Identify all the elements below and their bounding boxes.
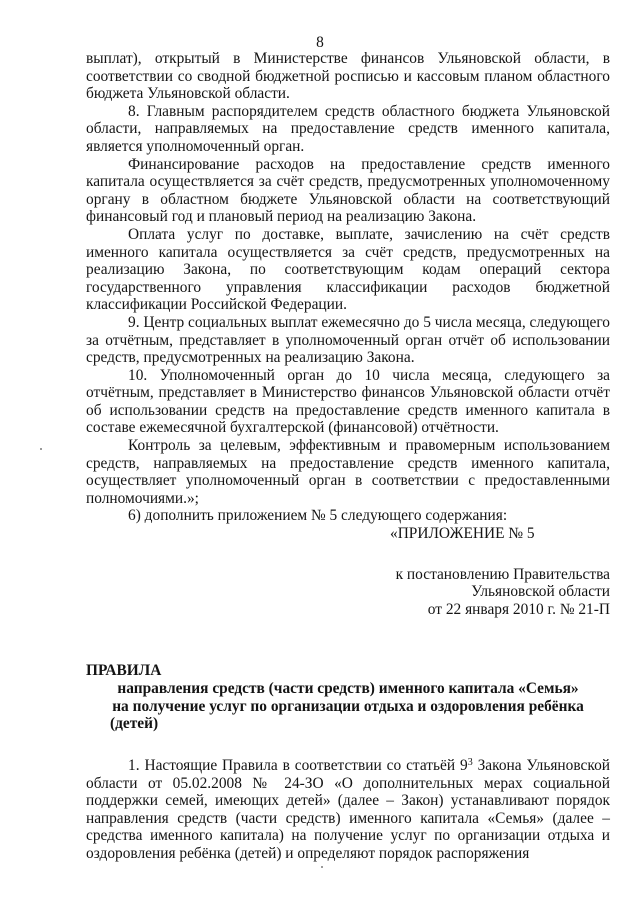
scan-speck bbox=[40, 448, 42, 450]
paragraph-item-9: 9. Центр социальных выплат ежемесячно до 5 числа месяца, следующего за отчётным, представляет в уполномоченный орган отчёт об использовании средств, предусмотренных на реализацию Закона. bbox=[86, 313, 611, 367]
scan-speck bbox=[321, 866, 323, 868]
paragraph-amendment-6: 6) дополнить приложением № 5 следующего содержания: bbox=[128, 507, 508, 525]
annex-title: «ПРИЛОЖЕНИЕ № 5 bbox=[390, 525, 535, 543]
annex-reference-line-2: Ульяновской области bbox=[471, 583, 610, 601]
annex-reference bbox=[86, 566, 610, 619]
rules-paragraph-1-rest: Закона Ульяновской области от 05.02.2008 № 24-ЗО «О дополнительных мерах социальной поддержки семей, имеющих детей» (далее – Закон) устанавливают порядок направления средств (части средств) именного капитала «Семья» (далее – средства именного капитала) на получение услуг по организации отдыха и оздоровления ребёнка (детей) и определяют порядок распоряжения bbox=[86, 757, 611, 863]
annex-reference-line-1: к постановлению Правительства bbox=[395, 565, 610, 583]
rules-paragraph-1 bbox=[86, 757, 610, 863]
rules-subtitle: направления средств (части средств) именного капитала «Семья» на получение услуг по организации отдыха и оздоровления ребёнка (детей) bbox=[110, 679, 584, 733]
annex-reference-line-3: от 22 января 2010 г. № 21-П bbox=[427, 600, 610, 618]
paragraph-item-8: 8. Главным распорядителем средств областного бюджета Ульяновской области, направляемых на предоставление средств именного капитала, является уполномоченный орган. bbox=[86, 102, 610, 155]
rules-title: ПРАВИЛА bbox=[86, 662, 162, 680]
paragraph-payment-services: Оплата услуг по доставке, выплате, зачислению на счёт средств именного капитала осуществляется за счёт средств, предусмотренных на реализацию Закона, по соответствующим кодам операций сектора государственного управления классификации расходов бюджетной классификации Российской Федерации. bbox=[86, 225, 610, 314]
paragraph-control: Контроль за целевым, эффективным и правомерным использованием средств, направляемых на предоставление средств именного капитала, осуществляет уполномоченный орган в соответствии с предоставленными полномочиями.»; bbox=[86, 437, 610, 507]
paragraph-item-10: 10. Уполномоченный орган до 10 числа месяца, следующего за отчётным, представляет в Министерство финансов Ульяновской области отчёт об использовании средств на предоставление средств именного капитала в составе ежемесячной бухгалтерской (финансовой) отчётности. bbox=[86, 366, 610, 437]
article-superscript: 3 bbox=[467, 757, 473, 769]
paragraph-financing: Финансирование расходов на предоставление средств именного капитала осуществляется за счёт средств, предусмотренных уполномоченному органу в областном бюджете Ульяновской области на соответствующий финансовый год и плановый период на реализацию Закона. bbox=[86, 155, 610, 226]
document-body bbox=[86, 50, 610, 863]
paragraph-continuation: выплат), открытый в Министерстве финансов Ульяновской области, в соответствии со сводной бюджетной росписью и кассовым планом областного бюджета Ульяновской области. bbox=[86, 50, 610, 103]
page-number: 8 bbox=[316, 34, 324, 51]
rules-paragraph-1-start: 1. Настоящие Правила в соответствии со статьёй 9 bbox=[128, 757, 468, 775]
